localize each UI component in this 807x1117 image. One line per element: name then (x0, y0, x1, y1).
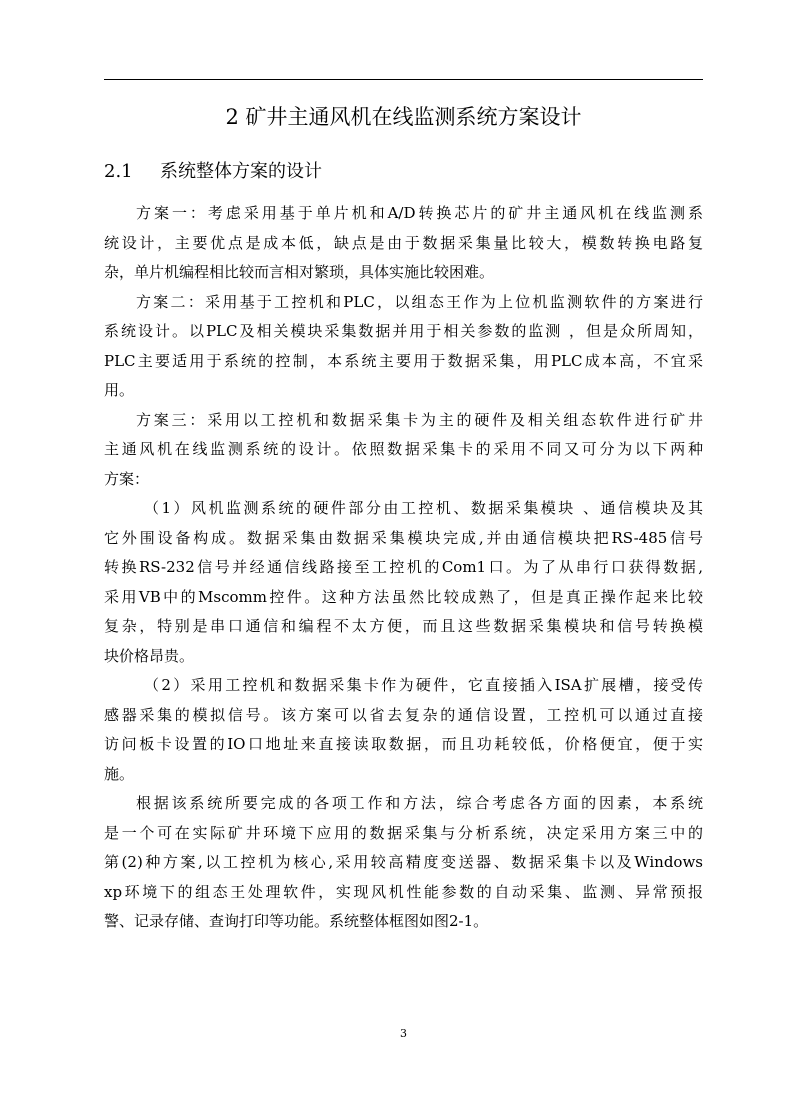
paragraph-line: 感器采集的模拟信号。该方案可以省去复杂的通信设置，工控机可以通过直接 (104, 705, 703, 724)
paragraph-line: 杂，单片机编程相比较而言相对繁琐，具体实施比较困难。 (104, 263, 495, 281)
paragraph-line: 统设计，主要优点是成本低，缺点是由于数据采集量比较大，模数转换电路复 (104, 233, 703, 252)
paragraph-line: 第(2)种方案,以工控机为核心,采用较高精度变送器、数据采集卡以及Windows (104, 853, 703, 871)
paragraph-line: （1）风机监测系统的硬件部分由工控机、数据采集模块 、通信模块及其 (144, 499, 703, 517)
paragraph-line: 它外围设备构成。数据采集由数据采集模块完成,并由通信模块把RS-485信号 (104, 528, 703, 547)
paragraph-line: 根据该系统所要完成的各项工作和方法，综合考虑各方面的因素，本系统 (136, 794, 703, 812)
paragraph-line: 采用VB中的Mscomm控件。这种方法虽然比较成熟了，但是真正操作起来比较 (104, 587, 703, 606)
paragraph-option-2 (104, 671, 703, 789)
paragraph-line: 访问板卡设置的IO口地址来直接读取数据，而且功耗较低，价格便宜，便于实 (104, 735, 703, 753)
header-rule (104, 79, 703, 80)
paragraph-line: 方案： (104, 469, 150, 488)
paragraph-line: xp环境下的组态王处理软件，实现风机性能参数的自动采集、监测、异常预报 (104, 882, 703, 901)
section-heading (104, 157, 703, 187)
paragraph-line: 主通风机在线监测系统的设计。依照数据采集卡的采用不同又可分为以下两种 (104, 440, 703, 458)
paragraph-line: 方案三：采用以工控机和数据采集卡为主的硬件及相关组态软件进行矿井 (136, 410, 703, 429)
paragraph-line: 系统设计。以PLC及相关模块采集数据并用于相关参数的监测 ，但是众所周知， (104, 322, 703, 340)
paragraph-line: 方案二：采用基于工控机和PLC，以组态王作为上位机监测软件的方案进行 (136, 292, 703, 311)
chapter-title: 2 矿井主通风机在线监测系统方案设计 (225, 105, 582, 129)
paragraph-line: 块价格昂贵。 (104, 646, 195, 665)
paragraph-scheme-2 (104, 288, 703, 406)
paragraph-line: 方案一：考虑采用基于单片机和A/D转换芯片的矿井主通风机在线监测系 (136, 204, 703, 222)
paragraph-option-1 (104, 494, 703, 671)
paragraph-line: 警、记录存储、查询打印等功能。系统整体框图如图2-1。 (104, 912, 489, 930)
section-number: 2.1 (104, 161, 133, 182)
paragraph-line: 复杂，特别是串口通信和编程不太方便，而且这些数据采集模块和信号转换模 (104, 617, 703, 635)
paragraph-line: 是一个可在实际矿井环境下应用的数据采集与分析系统，决定采用方案三中的 (104, 823, 703, 842)
paragraph-line: 转换RS-232信号并经通信线路接至工控机的Com1口。为了从串行口获得数据, (104, 558, 703, 576)
paragraph-scheme-1 (104, 199, 703, 288)
paragraph-line: 用。 (104, 381, 135, 399)
paragraph-line: （2）采用工控机和数据采集卡作为硬件，它直接插入ISA扩展槽，接受传 (144, 676, 703, 694)
body-text (104, 199, 703, 937)
paragraph-conclusion (104, 789, 703, 937)
paragraph-line: PLC主要适用于系统的控制，本系统主要用于数据采集，用PLC成本高，不宜采 (104, 351, 703, 370)
page-number: 3 (400, 1027, 407, 1040)
paragraph-line: 施。 (104, 764, 135, 783)
section-title: 系统整体方案的设计 (160, 161, 322, 182)
paragraph-scheme-3 (104, 406, 703, 495)
